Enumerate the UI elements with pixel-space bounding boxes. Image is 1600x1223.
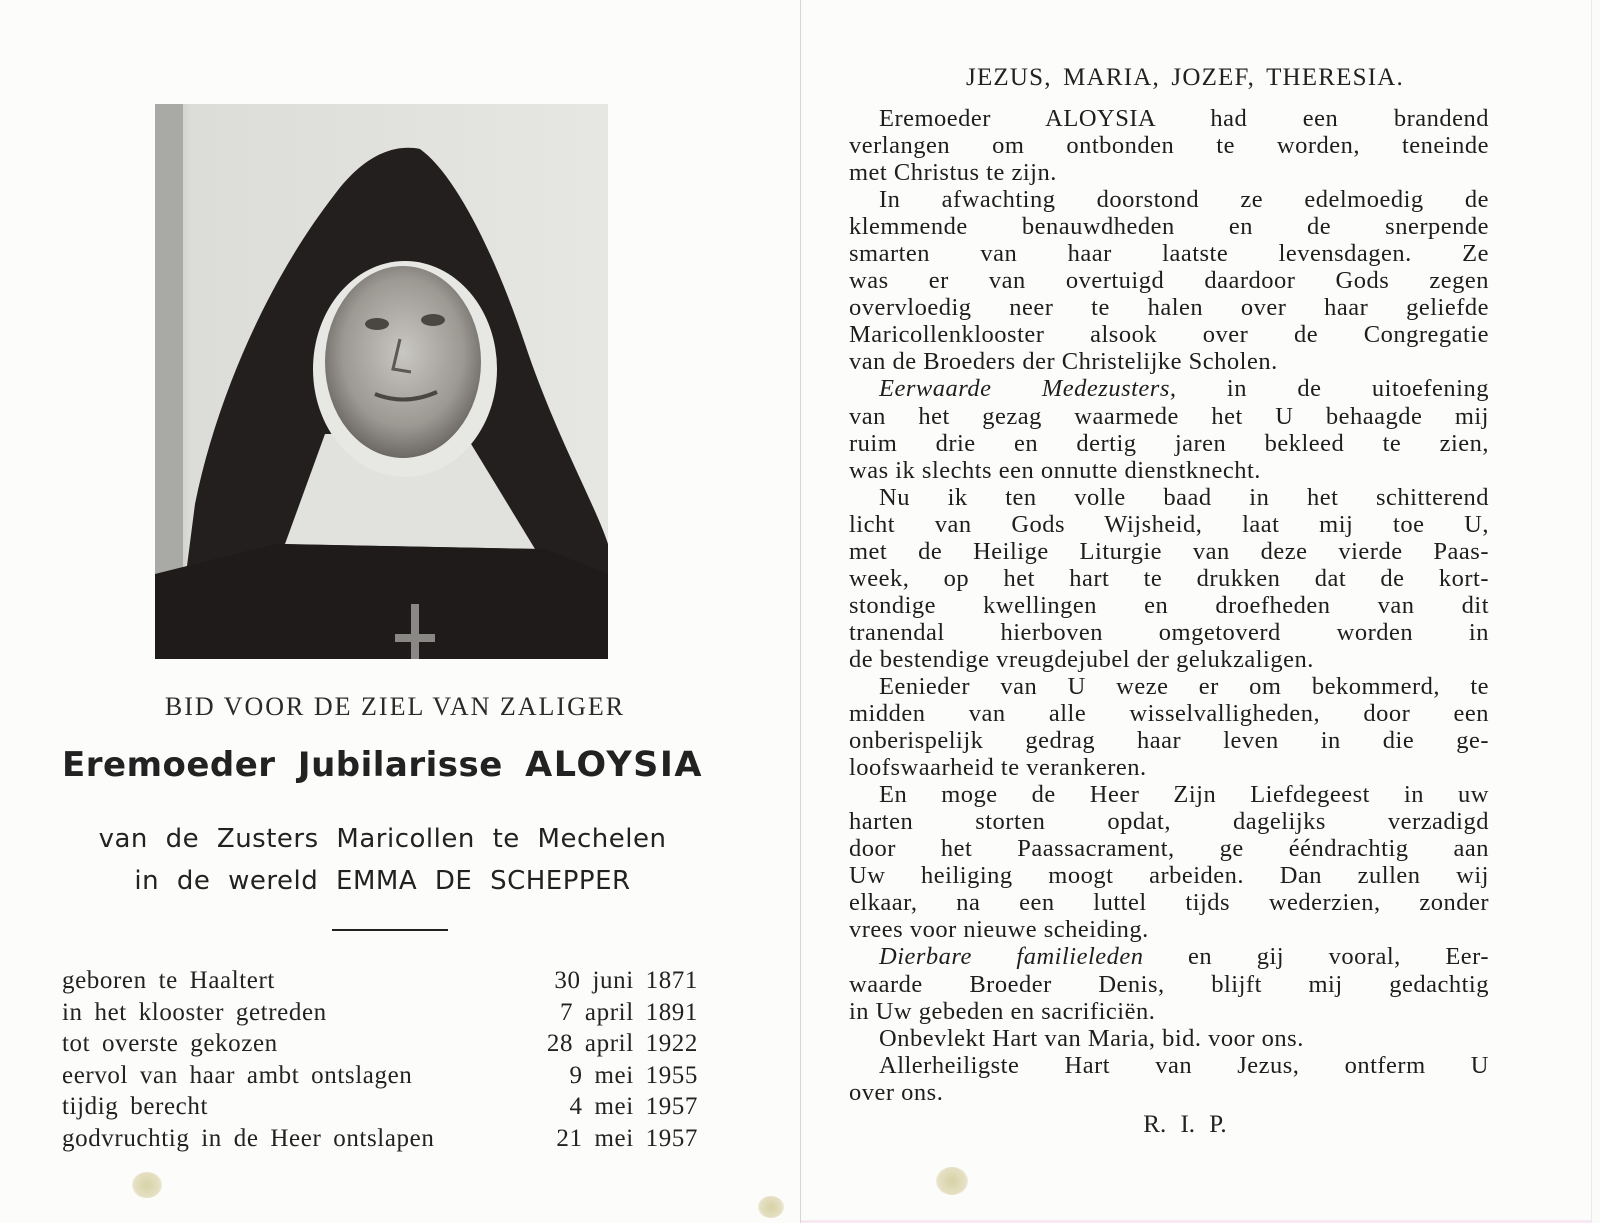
memorial-paragraph — [849, 484, 1489, 673]
paragraph-line: door het Paassacrament, ge ééndrachtig aan — [849, 835, 1489, 863]
life-event-date: 4 mei 1957 — [569, 1093, 698, 1120]
paragraph-line: smarten van haar laatste levensdagen. Ze — [849, 240, 1489, 268]
memorial-paragraph — [849, 1052, 1489, 1106]
memorial-paragraph — [849, 673, 1489, 781]
paragraph-line: licht van Gods Wijsheid, laat mij toe U, — [849, 510, 1489, 538]
paragraph-line: Nu ik ten volle baad in het schitterend — [879, 483, 1489, 511]
paragraph-line: waarde Broeder Denis, blijft mij gedachtig — [849, 970, 1489, 998]
paragraph-line: ruim drie en dertig jaren bekleed te zien, — [849, 429, 1489, 457]
memorial-paragraph — [849, 186, 1489, 375]
cross-horizontal — [395, 634, 435, 642]
italic-address: Dierbare familieleden — [879, 943, 1144, 971]
paragraph-line: tranendal hierboven omgetoverd worden in — [849, 618, 1489, 646]
religious-name: ALOYSIA — [525, 745, 703, 785]
birth-name: EMMA DE SCHEPPER — [336, 866, 631, 896]
paragraph-line — [849, 375, 1489, 402]
paragraph-line: Onbevlekt Hart van Maria, bid. voor ons. — [879, 1024, 1304, 1052]
memorial-paragraph — [849, 105, 1489, 186]
paragraph-line: Eremoeder ALOYSIA had een brandend — [879, 105, 1489, 132]
life-event-date: 9 mei 1955 — [569, 1061, 698, 1089]
memorial-paragraph — [849, 1025, 1489, 1052]
paragraph-line — [849, 943, 1489, 970]
portrait-photo — [155, 104, 608, 659]
paragraph-line: de bestendige vreugdejubel der gelukzaligen. — [849, 645, 1314, 673]
paragraph-line: vrees voor nieuwe scheiding. — [849, 916, 1149, 944]
life-event-label: tot overste gekozen — [62, 1030, 278, 1057]
life-event-row — [62, 1028, 698, 1060]
paragraph-line: harten storten opdat, dagelijks verzadigd — [849, 808, 1489, 836]
memorial-paragraph — [849, 375, 1489, 483]
life-event-row — [62, 1091, 698, 1123]
portrait-illustration — [155, 104, 608, 659]
life-event-label: eervol van haar ambt ontslagen — [62, 1061, 413, 1089]
memorial-text — [849, 105, 1489, 1106]
paper-stain — [936, 1167, 968, 1195]
paragraph-line: Uw heiliging moogt arbeiden. Dan zullen wij — [849, 862, 1489, 890]
paragraph-line: loofswaarheid te verankeren. — [849, 754, 1147, 782]
memorial-paragraph — [849, 781, 1489, 943]
paragraph-line: was er van overtuigd daardoor Gods zegen — [849, 267, 1489, 295]
cross-vertical — [411, 604, 419, 659]
card-fold-line — [800, 0, 801, 1223]
paragraph-line: stondige kwellingen en droefheden van dit — [849, 591, 1489, 619]
paragraph-line: in Uw gebeden en sacrificiën. — [849, 997, 1156, 1025]
life-event-label: geboren te Haaltert — [62, 967, 275, 994]
paragraph-line: met de Heilige Liturgie van deze vierde Paas- — [849, 537, 1489, 565]
right-eye — [421, 314, 445, 326]
paragraph-line: Maricollenklooster alsook over de Congregatie — [849, 321, 1489, 349]
paragraph-line-text: en gij vooral, Eer- — [1143, 943, 1489, 971]
habit-body — [155, 544, 608, 659]
rip-closing: R. I. P. — [1143, 1111, 1227, 1138]
paragraph-line: elkaar, na een luttel tijds wederzien, zonder — [849, 889, 1489, 917]
life-event-row — [62, 997, 698, 1029]
paragraph-line: onberispelijk gedrag haar leven in die ge- — [849, 727, 1489, 755]
left-eye — [365, 318, 389, 330]
invocation-heading: JEZUS, MARIA, JOZEF, THERESIA. — [966, 64, 1404, 91]
world-name-line — [0, 866, 765, 896]
paragraph-line: In afwachting doorstond ze edelmoedig de — [879, 186, 1489, 214]
life-event-row — [62, 965, 698, 997]
paragraph-line: was ik slechts een onnutte dienstknecht. — [849, 456, 1261, 484]
paragraph-line: Allerheiligste Hart van Jezus, ontferm U — [879, 1051, 1489, 1079]
paragraph-line: overvloedig neer te halen over haar geliefde — [849, 294, 1489, 322]
paper-stain — [758, 1196, 784, 1218]
italic-address: Eerwaarde Medezusters, — [879, 375, 1177, 403]
life-event-date: 28 april 1922 — [546, 1030, 698, 1057]
life-event-date: 21 mei 1957 — [556, 1124, 698, 1152]
name-heading — [0, 745, 765, 785]
congregation-line: van de Zusters Maricollen te Mechelen — [98, 824, 667, 854]
prayer-heading: BID VOOR DE ZIEL VAN ZALIGER — [164, 692, 626, 721]
life-event-label: godvruchtig in de Heer ontslapen — [62, 1124, 435, 1152]
paragraph-line: klemmende benauwdheden en de snerpende — [849, 213, 1489, 241]
paragraph-line: verlangen om ontbonden te worden, teneinde — [849, 132, 1489, 160]
life-event-row — [62, 1060, 698, 1092]
paragraph-line: met Christus te zijn. — [849, 159, 1057, 187]
face — [325, 266, 481, 458]
life-event-label: in het klooster getreden — [62, 998, 327, 1026]
life-event-date: 30 juni 1871 — [554, 967, 698, 994]
paragraph-line: midden van alle wisselvalligheden, door een — [849, 700, 1489, 728]
paragraph-line: van de Broeders der Christelijke Scholen. — [849, 348, 1278, 376]
world-name-prefix: in de wereld — [134, 866, 319, 896]
life-event-date: 7 april 1891 — [559, 998, 698, 1026]
paragraph-line: Eenieder van U weze er om bekommerd, te — [879, 672, 1489, 700]
paragraph-line: van het gezag waarmede het U behaagde mij — [849, 402, 1489, 430]
paragraph-line: week, op het hart te drukken dat de kort- — [849, 564, 1489, 592]
heading-divider — [332, 929, 448, 931]
life-events-list — [62, 965, 698, 1154]
paper-stain — [132, 1172, 162, 1198]
paragraph-line: over ons. — [849, 1078, 944, 1106]
life-event-row — [62, 1123, 698, 1155]
paragraph-line: En moge de Heer Zijn Liefdegeest in uw — [879, 781, 1489, 809]
name-title: Eremoeder Jubilarisse — [62, 745, 503, 785]
memorial-paragraph — [849, 943, 1489, 1024]
paragraph-line-text: in de uitoefening — [1176, 375, 1489, 403]
life-event-label: tijdig berecht — [62, 1093, 208, 1120]
